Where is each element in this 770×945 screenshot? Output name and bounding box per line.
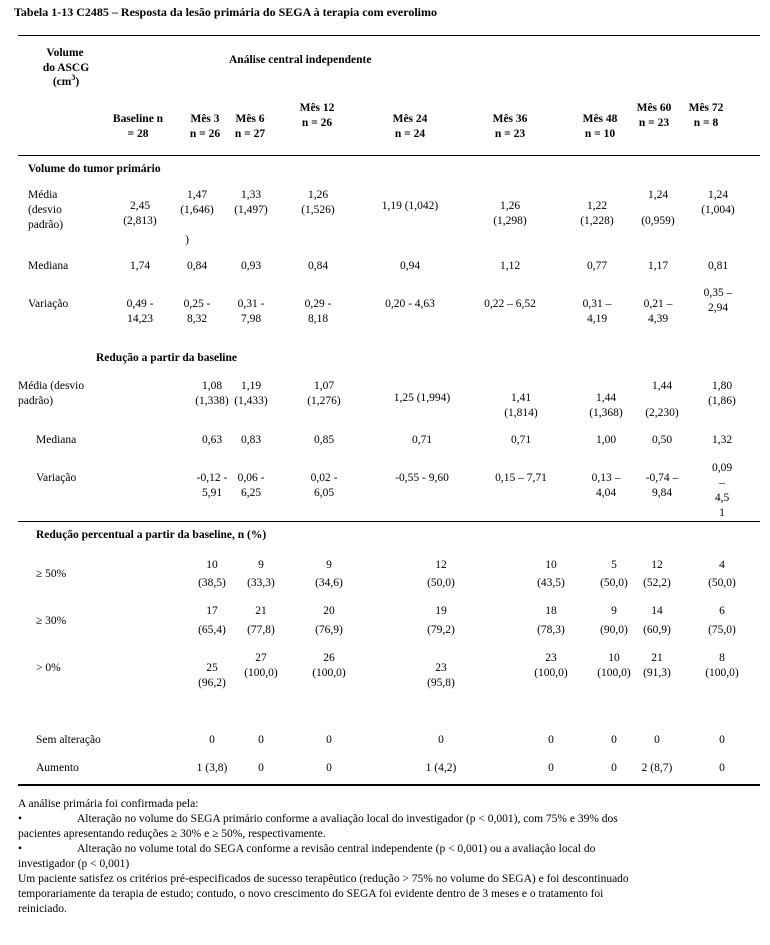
table-cell: (100,0) [597,667,631,679]
table-cell: (2,230) [645,407,679,419]
column-header: Mês 3 [190,113,220,125]
table-cell: (77,8) [247,624,275,636]
table-cell: (43,5) [537,577,565,589]
table-cell: 0,13 – [591,472,621,484]
table-cell: 20 [323,605,335,617]
table-cell: 1,07 [313,380,335,392]
table-cell: 1,47 [186,189,208,201]
table-cell: 0,06 - [237,472,265,484]
table-cell: (95,8) [427,677,455,689]
table-cell: 8,18 [307,313,329,325]
table-cell: 1,22 [586,200,608,212]
column-header: = 28 [127,128,149,140]
table-cell: 0,25 - [183,298,211,310]
table-cell: 1,41 [510,392,532,404]
table-cell: 6,25 [240,487,262,499]
table-cell: 1,24 [647,189,669,201]
table-cell: 9 [611,605,617,617]
table-cell: (65,4) [198,624,226,636]
table-cell: 0 [548,734,554,746]
table-cell: 5,91 [201,487,223,499]
table-cell: 0 [611,762,617,774]
table-cell: 0,31 - [237,298,265,310]
table-cell: 0 [258,762,264,774]
variacao-label: Variação [28,298,69,310]
column-header: n = 26 [301,117,333,129]
table-cell: 0,83 [240,434,262,446]
table-cell: 0 [548,762,554,774]
column-header: n = 23 [638,117,670,129]
column-header: Baseline n [112,113,164,125]
table-cell: (100,0) [534,667,568,679]
table-cell: 1 [719,507,725,519]
table-cell: 0,21 – [643,298,673,310]
table-cell: 0,31 – [582,298,612,310]
column-header: Mês 48 [582,113,618,125]
table-cell: (75,0) [708,624,736,636]
table-cell: 0 [438,734,444,746]
table-cell: 1 (4,2) [425,762,457,774]
table-cell: 0,71 [411,434,433,446]
table-cell: (79,2) [427,624,455,636]
table-cell: 1,19 (1,042) [381,200,439,212]
table-cell: 1,19 [240,380,262,392]
table-cell: 21 [255,605,267,617]
section-title-volume: Volume do tumor primário [28,163,161,175]
table-cell: 0,93 [240,260,262,272]
mediana-label-2: Mediana [36,434,77,446]
aumento-label: Aumento [36,762,79,774]
variacao-label-2: Variação [36,472,77,484]
table-cell: (1,86) [708,395,736,407]
column-header: Mês 6 [235,113,265,125]
table-cell: 6 [719,605,725,617]
table-cell: 1,33 [240,189,262,201]
column-header: n = 23 [494,128,526,140]
table-cell: (50,0) [708,577,736,589]
table-cell: 25 [206,662,218,674]
table-cell: 0,29 - [304,298,332,310]
table-cell: 0,84 [307,260,329,272]
mediana-label: Mediana [28,260,69,272]
table-title: Tabela 1-13 C2485 – Resposta da lesão primária do SEGA à terapia com everolimo [14,5,437,19]
table-cell: 17 [206,605,218,617]
table-cell: 0 [326,734,332,746]
table-cell: (50,0) [600,577,628,589]
table-cell: (90,0) [600,624,628,636]
table-cell: 4,5 [714,492,730,504]
table-cell: (1,298) [493,215,527,227]
table-cell: 1,12 [499,260,521,272]
table-cell: 0,22 – 6,52 [484,298,536,310]
table-cell: (100,0) [244,667,278,679]
table-cell: 0 [326,762,332,774]
table-cell: 4,04 [595,487,617,499]
row-label-0: > 0% [36,662,61,674]
group-header: Análise central independente [229,54,372,66]
table-cell: 1,44 [651,380,673,392]
table-cell: 1,25 (1,994) [393,392,451,404]
table-cell: 14,23 [127,313,153,325]
table-cell: (33,3) [247,577,275,589]
table-cell: (1,433) [234,395,268,407]
table-cell: 9 [326,559,332,571]
table-cell: -0,55 - 9,60 [395,472,449,484]
table-cell: 14 [651,605,663,617]
table-cell: 1,74 [129,260,151,272]
table-cell: (1,004) [701,204,735,216]
row-label-50: ≥ 50% [36,568,67,580]
sem-label: Sem alteração [36,734,101,746]
table-cell: 0 [719,734,725,746]
section-title-percentual: Redução percentual a partir da baseline, n (%) [36,529,267,541]
table-cell: 1,08 [201,380,223,392]
table-cell: 27 [255,652,267,664]
column-header: n = 26 [189,128,221,140]
table-cell: 9 [258,559,264,571]
table-cell: 18 [545,605,557,617]
row-label-30: ≥ 30% [36,615,67,627]
table-cell: 26 [323,652,335,664]
table-cell: ) [185,234,189,246]
table-cell: 2 (8,7) [641,762,673,774]
table-cell: 1,00 [595,434,617,446]
table-cell: 12 [435,559,447,571]
table-cell: (76,9) [315,624,343,636]
table-cell: 0,35 – [703,287,733,299]
table-cell: 23 [435,662,447,674]
table-cell: (34,6) [315,577,343,589]
table-cell: 0,94 [399,260,421,272]
table-cell: 0 [654,734,660,746]
table-cell: (38,5) [198,577,226,589]
table-cell: 8,32 [186,313,208,325]
table-cell: 1,32 [711,434,733,446]
table-cell: 1,26 [307,189,329,201]
table-cell: 10 [545,559,557,571]
section-rule [18,521,760,522]
table-cell: -0,74 – [645,472,679,484]
table-cell: (91,3) [643,667,671,679]
table-cell: 0 [209,734,215,746]
table-cell: 0,49 - [126,298,154,310]
table-cell: 4,39 [647,313,669,325]
table-cell: 1,26 [499,200,521,212]
table-cell: (52,2) [643,577,671,589]
table-cell: 9,84 [651,487,673,499]
table-top-rule [18,35,760,36]
table-cell: 10 [206,559,218,571]
column-header: n = 8 [693,117,719,129]
table-cell: 1,80 [711,380,733,392]
table-cell: 1,44 [595,392,617,404]
table-cell: 7,98 [240,313,262,325]
table-cell: 0 [611,734,617,746]
section-title-reducao: Redução a partir da baseline [96,352,237,364]
table-cell: (96,2) [198,677,226,689]
table-cell: 21 [651,652,663,664]
table-cell: 0,84 [186,260,208,272]
table-cell: (1,368) [589,407,623,419]
table-cell: 1 (3,8) [196,762,228,774]
table-cell: 0,85 [313,434,335,446]
table-cell: 0 [719,762,725,774]
column-header: Mês 60 [636,102,672,114]
table-cell: (50,0) [427,577,455,589]
table-cell: (0,959) [641,215,675,227]
table-cell: 10 [608,652,620,664]
table-cell: 8 [719,652,725,664]
table-cell: 23 [545,652,557,664]
column-header: Mês 12 [299,102,335,114]
table-cell: 0,50 [651,434,673,446]
table-cell: (2,813) [123,215,157,227]
table-cell: 0,15 – 7,71 [495,472,547,484]
table-cell: (1,228) [580,215,614,227]
table-cell: 1,24 [707,189,729,201]
table-cell: -0,12 - [196,472,228,484]
table-cell: (100,0) [705,667,739,679]
table-cell: 6,05 [313,487,335,499]
table-cell: (1,814) [504,407,538,419]
column-header: n = 27 [234,128,266,140]
table-cell: 1,17 [647,260,669,272]
table-cell: 0,81 [707,260,729,272]
column-header: Mês 36 [492,113,528,125]
table-cell: 12 [651,559,663,571]
table-cell: 2,94 [707,302,729,314]
table-cell: (1,526) [301,204,335,216]
table-cell: 0,20 - 4,63 [385,298,435,310]
table-cell: (1,276) [307,395,341,407]
header-rule [18,155,760,156]
table-bottom-rule [18,784,760,786]
table-cell: 4 [719,559,725,571]
column-header: n = 10 [584,128,616,140]
table-cell: 0,02 - [310,472,338,484]
table-cell: 0,71 [510,434,532,446]
table-cell: (1,338) [195,395,229,407]
column-header: n = 24 [394,128,426,140]
table-cell: (78,3) [537,624,565,636]
table-cell: 5 [611,559,617,571]
table-cell: (100,0) [312,667,346,679]
table-cell: (60,9) [643,624,671,636]
table-cell: 0,77 [586,260,608,272]
table-cell: 0,09 [711,462,733,474]
table-cell: 0 [258,734,264,746]
column-header: Mês 72 [688,102,724,114]
table-cell: 2,45 [129,200,151,212]
table-cell: (1,497) [234,204,268,216]
table-cell: 19 [435,605,447,617]
table-cell: 0,63 [201,434,223,446]
column-header: Mês 24 [392,113,428,125]
table-cell: 4,19 [586,313,608,325]
table-cell: – [719,477,725,489]
table-cell: (1,646) [180,204,214,216]
